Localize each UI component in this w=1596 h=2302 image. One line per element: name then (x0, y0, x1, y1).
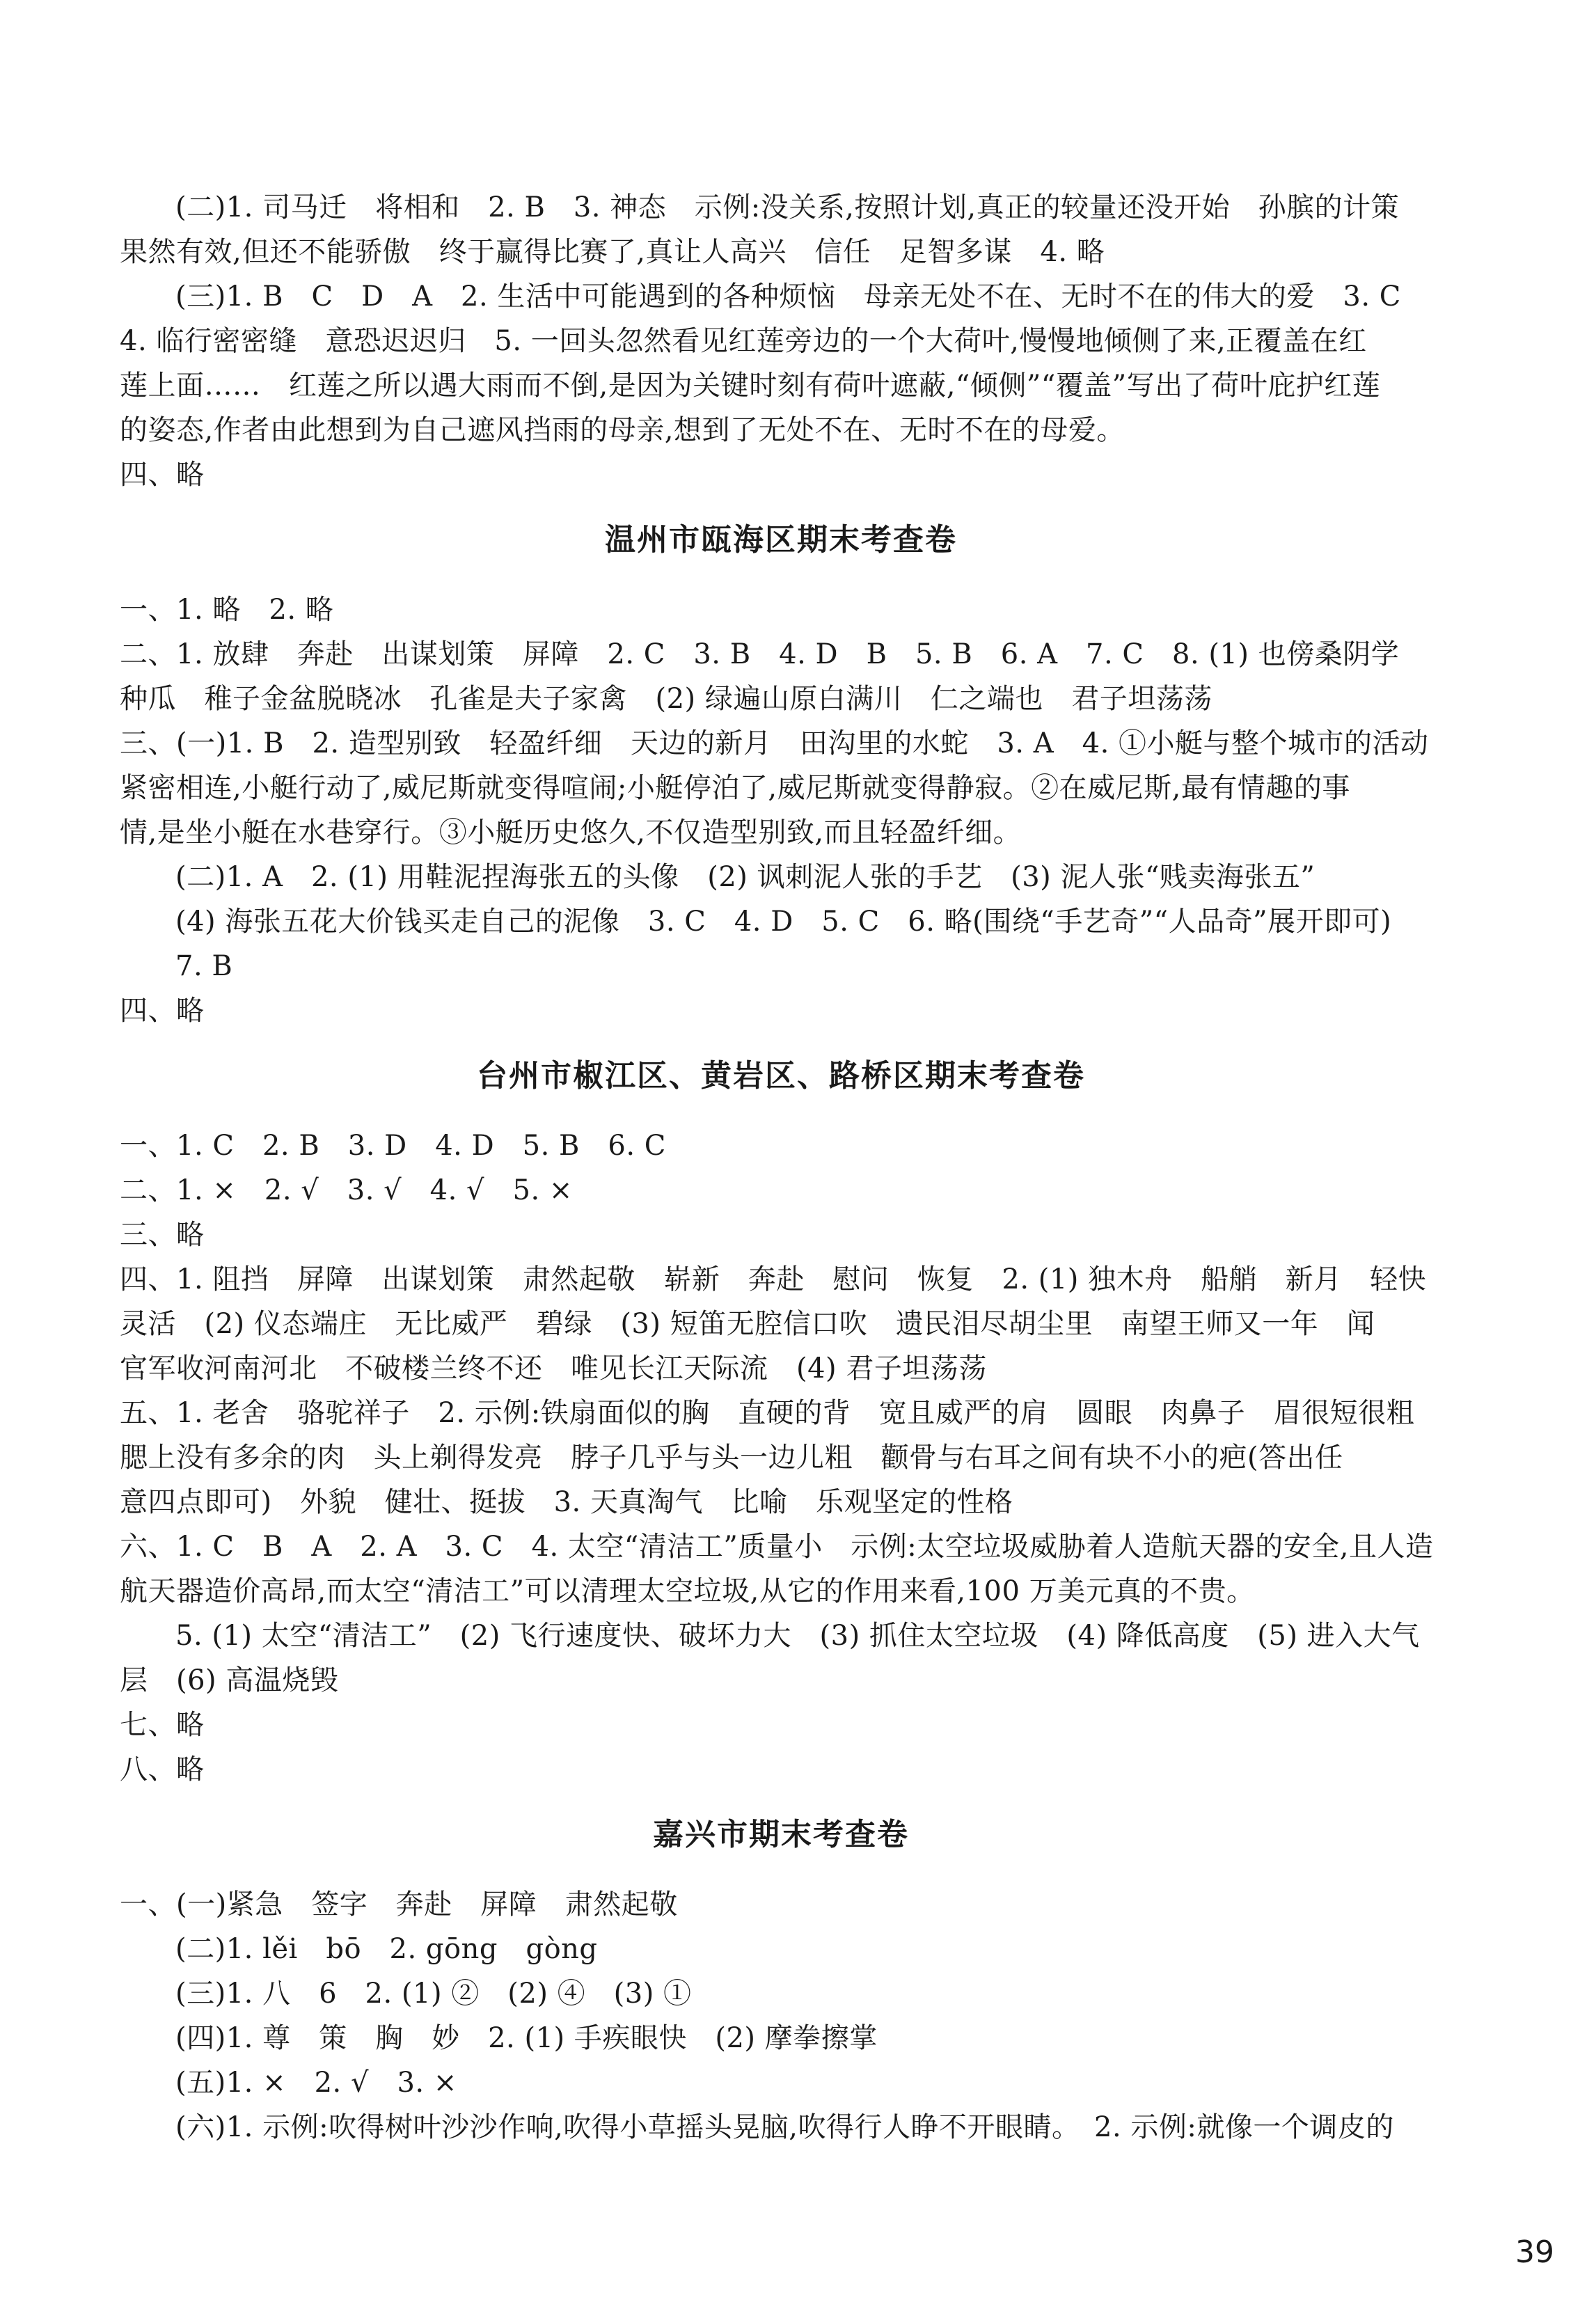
text-line: 航天器造价高昂,而太空“清洁工”可以清理太空垃圾,从它的作用来看,100 万美元真的不贵。 (120, 1575, 1255, 1607)
text-line: 八、略 (120, 1753, 205, 1785)
text-line: (二)1. lěi bō 2. gōng gòng (175, 1933, 598, 1965)
wenzhou-answers (120, 588, 1442, 1033)
page-number: 39 (1515, 2234, 1554, 2270)
answer-content (120, 173, 1442, 2150)
text-line: 四、略 (120, 459, 205, 491)
text-line: 一、1. C 2. B 3. D 4. D 5. B 6. C (120, 1130, 666, 1162)
section-title-taizhou: 台州市椒江区、黄岩区、路桥区期末考查卷 (477, 1058, 1085, 1094)
text-line: 七、略 (120, 1709, 205, 1741)
text-line: 种瓜 稚子金盆脱晓冰 孔雀是夫子家禽 (2) 绿遍山原白满川 仁之端也 君子坦荡荡 (120, 683, 1212, 715)
text-line: 腮上没有多余的肉 头上剃得发亮 脖子几乎与头一边儿粗 颧骨与右耳之间有块不小的疤(答出任 (120, 1442, 1343, 1474)
text-line: 一、1. 略 2. 略 (120, 594, 334, 626)
top-block (120, 185, 1442, 497)
text-line: (二)1. A 2. (1) 用鞋泥捏海张五的头像 (2) 讽刺泥人张的手艺 (3) 泥人张“贱卖海张五” (175, 861, 1315, 893)
text-line: 灵活 (2) 仪态端庄 无比威严 碧绿 (3) 短笛无腔信口吹 遗民泪尽胡尘里 南望王师又一年 闻 (120, 1308, 1375, 1340)
text-line: 果然有效,但还不能骄傲 终于赢得比赛了,真让人高兴 信任 足智多谋 4. 略 (120, 236, 1105, 268)
text-line: (二)1. 司马迁 将相和 2. B 3. 神态 示例:没关系,按照计划,真正的较量还没开始 孙膑的计策 (175, 191, 1400, 223)
text-line: 二、1. × 2. √ 3. √ 4. √ 5. × (120, 1174, 573, 1206)
text-line: 莲上面…… 红莲之所以遇大雨而不倒,是因为关键时刻有荷叶遮蔽,“倾侧”“覆盖”写出了荷叶庇护红莲 (120, 370, 1381, 402)
text-line: 官军收河南河北 不破楼兰终不还 唯见长江天际流 (4) 君子坦荡荡 (120, 1353, 987, 1385)
text-line: 的姿态,作者由此想到为自己遮风挡雨的母亲,想到了无处不在、无时不在的母爱。 (120, 414, 1125, 446)
text-line: 层 (6) 高温烧毁 (120, 1664, 339, 1696)
text-line: 一、(一)紧急 签字 奔赴 屏障 肃然起敬 (120, 1889, 678, 1921)
text-line: 四、1. 阻挡 屏障 出谋划策 肃然起敬 崭新 奔赴 慰问 恢复 2. (1) 独木舟 船艄 新月 轻快 (120, 1263, 1427, 1295)
text-line: 三、(一)1. B 2. 造型别致 轻盈纤细 天边的新月 田沟里的水蛇 3. A 4. ①小艇与整个城市的活动 (120, 727, 1429, 759)
text-line: (四)1. 尊 策 胸 妙 2. (1) 手疾眼快 (2) 摩拳擦掌 (175, 2022, 878, 2054)
text-line: (三)1. 八 6 2. (1) ② (2) ④ (3) ① (175, 1978, 692, 2010)
section-title-wenzhou: 温州市瓯海区期末考查卷 (605, 522, 957, 558)
text-line: 六、1. C B A 2. A 3. C 4. 太空“清洁工”质量小 示例:太空垃圾威胁着人造航天器的安全,且人造 (120, 1531, 1434, 1563)
jiaxing-answers (120, 1882, 1442, 2150)
text-line: 四、略 (120, 995, 205, 1027)
text-line: (五)1. × 2. √ 3. × (175, 2067, 457, 2099)
section-title-jiaxing: 嘉兴市期末考查卷 (653, 1817, 909, 1852)
text-line: 4. 临行密密缝 意恐迟迟归 5. 一回头忽然看见红莲旁边的一个大荷叶,慢慢地倾侧了来,正覆盖在红 (120, 325, 1367, 357)
taizhou-answers (120, 1124, 1442, 1792)
text-line: 意四点即可) 外貌 健壮、挺拔 3. 天真淘气 比喻 乐观坚定的性格 (120, 1486, 1013, 1518)
text-line: (六)1. 示例:吹得树叶沙沙作响,吹得小草摇头晃脑,吹得行人睁不开眼睛。 2. 示例:就像一个调皮的 (175, 2111, 1394, 2143)
text-line: 三、略 (120, 1219, 205, 1251)
text-line: 5. (1) 太空“清洁工” (2) 飞行速度快、破坏力大 (3) 抓住太空垃圾 (4) 降低高度 (5) 进入大气 (175, 1620, 1420, 1652)
text-line: (三)1. B C D A 2. 生活中可能遇到的各种烦恼 母亲无处不在、无时不在的伟大的爱 3. C (175, 281, 1401, 313)
text-line: 7. B (175, 950, 233, 982)
text-line: 二、1. 放肆 奔赴 出谋划策 屏障 2. C 3. B 4. D B 5. B 6. A 7. C 8. (1) 也傍桑阴学 (120, 638, 1400, 670)
text-line: 五、1. 老舍 骆驼祥子 2. 示例:铁扇面似的胸 直硬的背 宽且威严的肩 圆眼 肉鼻子 眉很短很粗 (120, 1397, 1415, 1429)
text-line: (4) 海张五花大价钱买走自己的泥像 3. C 4. D 5. C 6. 略(围绕“手艺奇”“人品奇”展开即可) (175, 906, 1392, 938)
text-line: 紧密相连,小艇行动了,威尼斯就变得喧闹;小艇停泊了,威尼斯就变得静寂。②在威尼斯,最有情趣的事 (120, 772, 1350, 804)
text-line: 情,是坐小艇在水巷穿行。③小艇历史悠久,不仅造型别致,而且轻盈纤细。 (120, 817, 1022, 849)
